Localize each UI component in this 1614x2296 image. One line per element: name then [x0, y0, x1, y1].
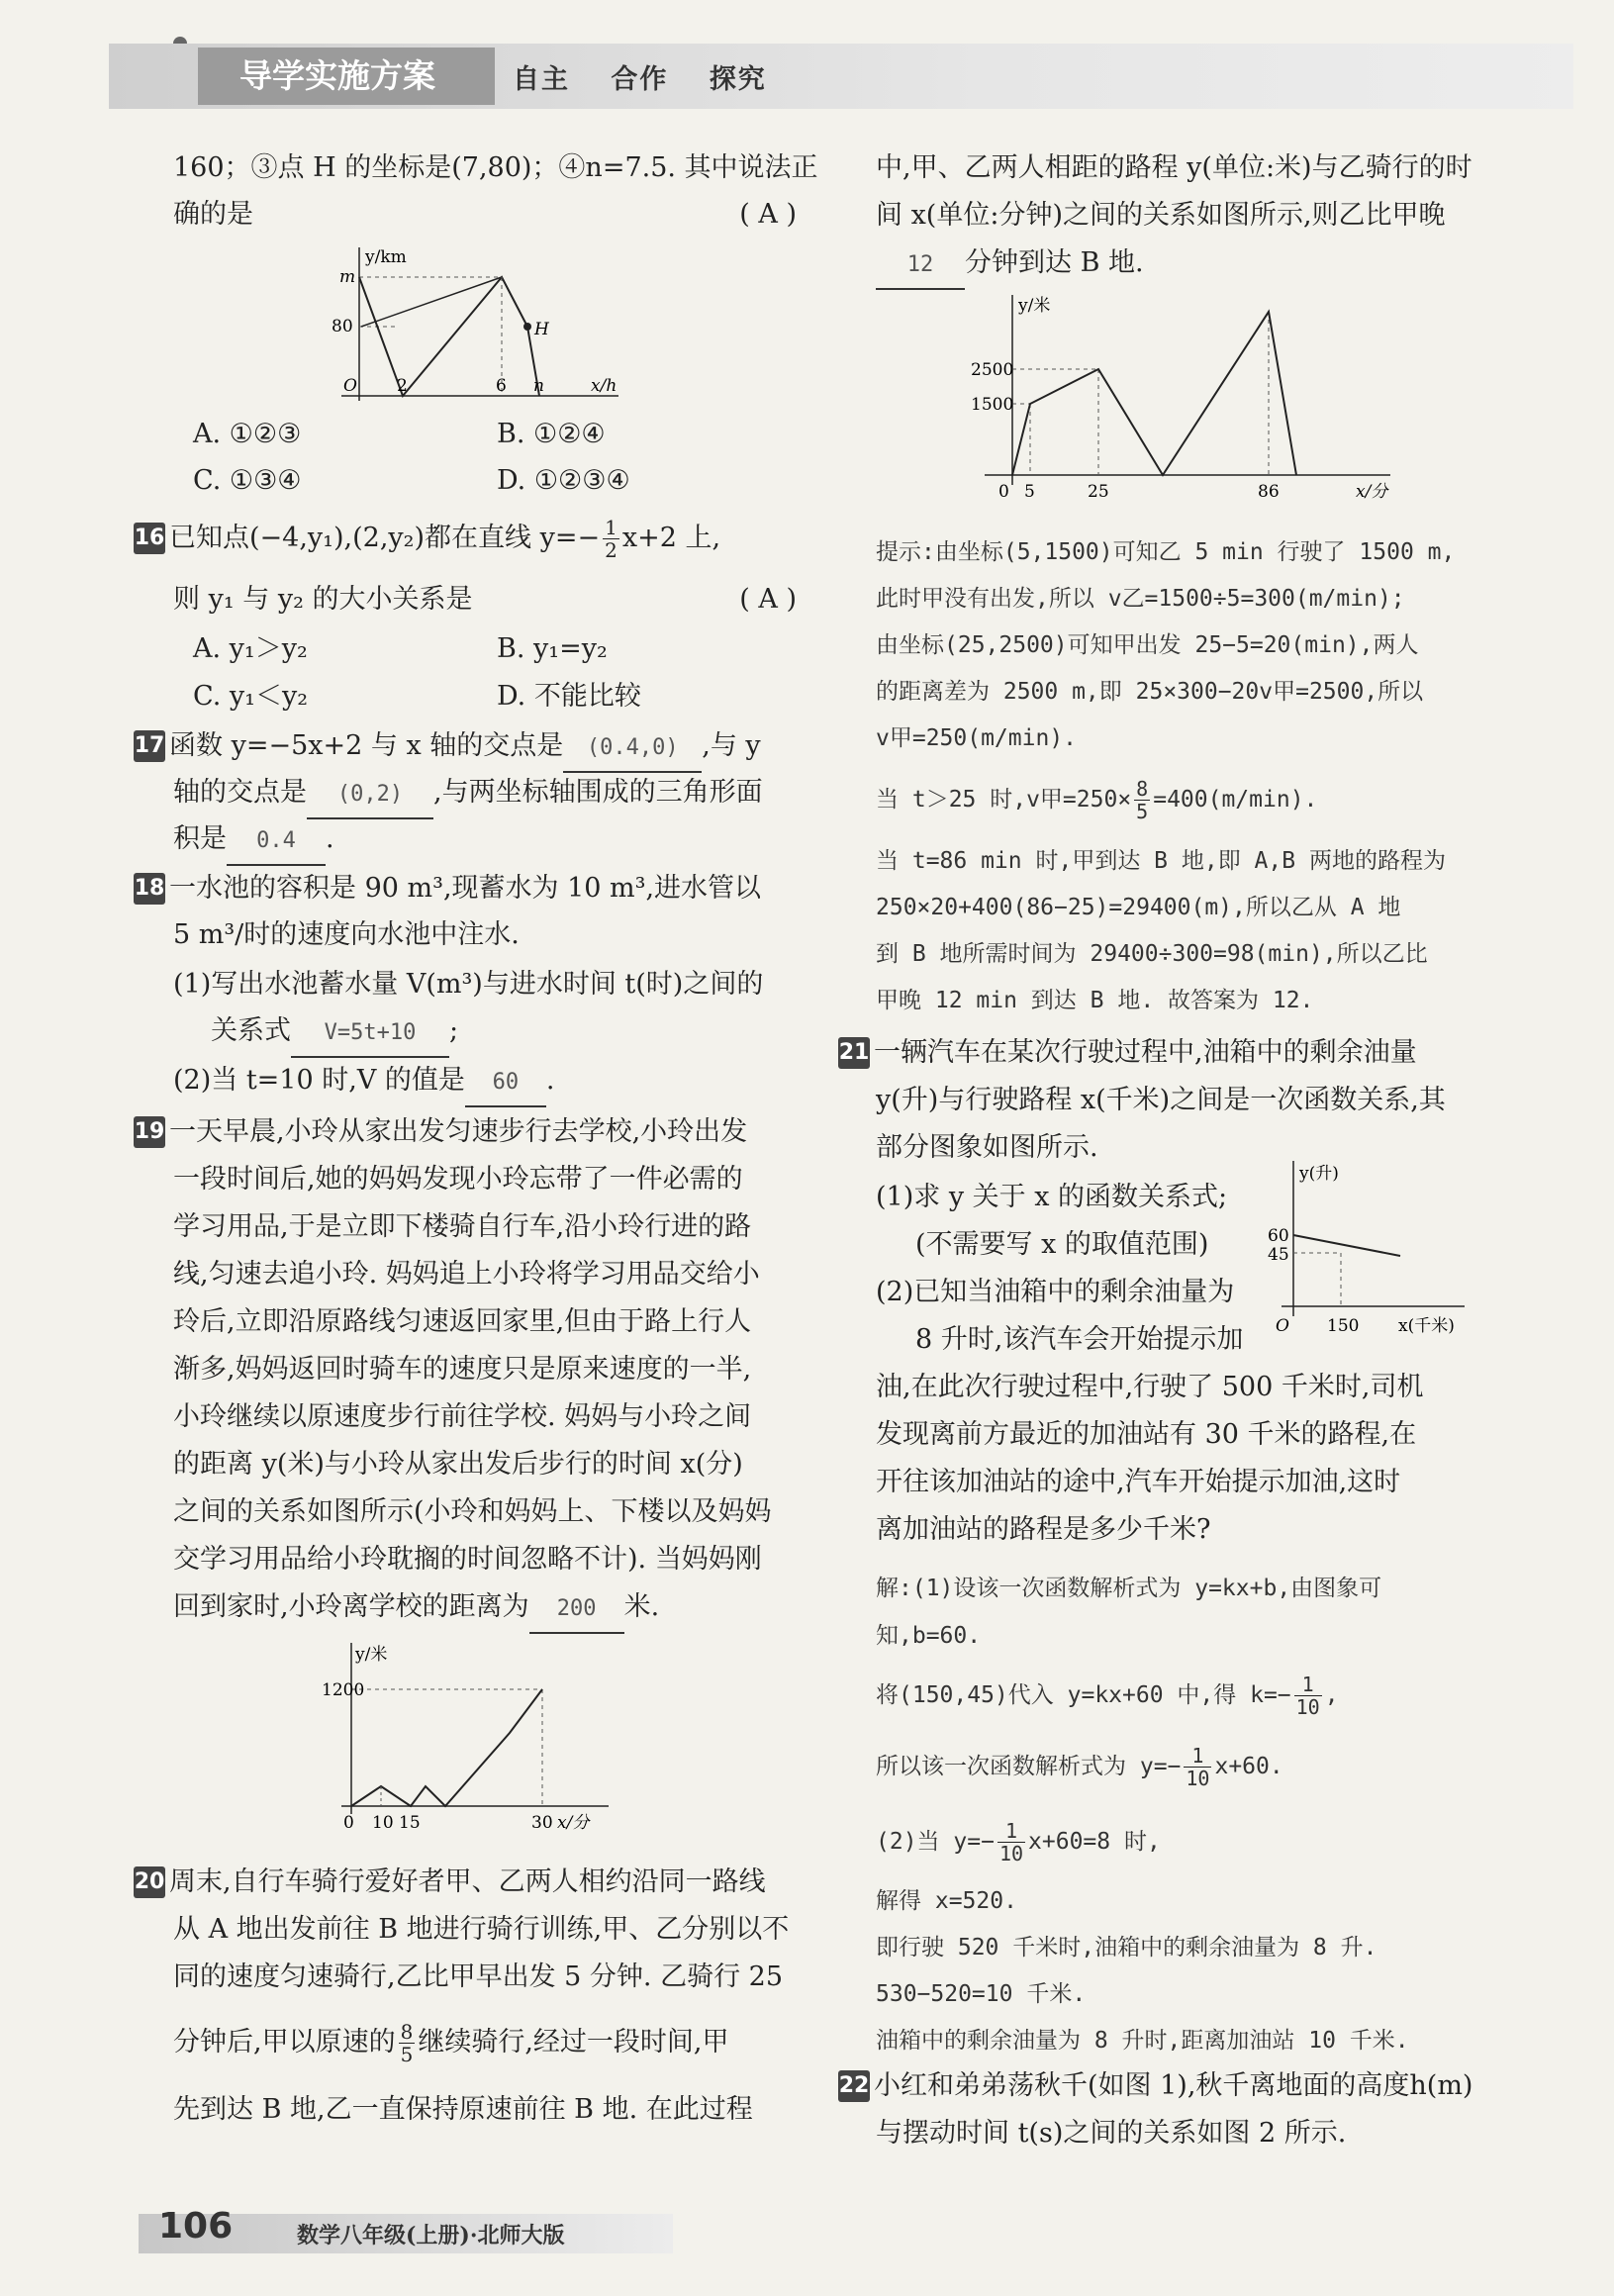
q21-line5: 发现离前方最近的加油站有 30 千米的路程,在	[876, 1419, 1417, 1450]
sol-text-5: (2)当 y=−	[876, 1829, 995, 1855]
hint-line3: 由坐标(25,2500)可知甲出发 25−5=20(min),两人	[876, 632, 1419, 658]
sol-line5	[876, 1819, 1161, 1866]
q19-text-last: 回到家时,小玲离学校的距离为	[173, 1591, 529, 1622]
q17-blank-3[interactable]: 0.4	[227, 817, 326, 866]
q16-line1	[134, 515, 720, 561]
q16-line2	[173, 576, 797, 622]
hint-line1: 提示:由坐标(5,1500)可知乙 5 min 行驶了 1500 m,	[876, 539, 1456, 565]
q16-prompt: 则 y₁ 与 y₂ 的大小关系是	[173, 584, 473, 615]
q20-text-1: 周末,自行车骑行爱好者甲、乙两人相约沿同一路线	[169, 1866, 766, 1897]
q20-curve	[1012, 312, 1296, 475]
q18-text-4-post: ;	[449, 1015, 459, 1046]
q21-ylabel: y(升)	[1299, 1164, 1339, 1184]
q15-line2	[173, 191, 797, 238]
q21-text-1: 一辆汽车在某次行驶过程中,油箱中的剩余油量	[874, 1037, 1417, 1068]
q19-line11	[173, 1583, 659, 1634]
q19-curve	[351, 1689, 542, 1806]
sol-line9: 油箱中的剩余油量为 8 升时,距离加油站 10 千米.	[876, 2028, 1409, 2054]
hint-line2: 此时甲没有出发,所以 v乙=1500÷5=300(m/min);	[876, 586, 1405, 612]
q19-line3: 学习用品,于是立即下楼骑自行车,沿小玲行进的路	[173, 1211, 752, 1242]
q15-point-h	[523, 323, 531, 331]
hint-line6	[876, 777, 1317, 823]
q19-line9: 之间的关系如图所示(小玲和妈妈上、下楼以及妈妈	[173, 1496, 772, 1527]
q19-line7: 小玲继续以原速度步行前往学校. 妈妈与小玲之间	[173, 1401, 752, 1432]
q18-text-5-post: .	[545, 1065, 555, 1096]
q16-text-post: x+2 上,	[621, 523, 721, 553]
q19-line10: 交学习用品给小玲耽搁的时间忽略不计). 当妈妈刚	[173, 1544, 762, 1575]
q21-x150-label: 150	[1327, 1316, 1360, 1336]
sol-line3	[876, 1673, 1339, 1719]
q15-option-d: D. ①②③④	[497, 465, 630, 496]
q21-line3: 部分图象如图所示.	[876, 1132, 1098, 1163]
hint-text-6: 当 t＞25 时,v甲=250×	[876, 787, 1132, 813]
tag-explore: 探究	[709, 64, 767, 95]
q21-line4: 油,在此次行驶过程中,行驶了 500 千米时,司机	[876, 1372, 1424, 1402]
tag-cooperate: 合作	[611, 64, 669, 95]
q19-graph	[322, 1638, 618, 1836]
hint-line7: 当 t=86 min 时,甲到达 B 地,即 A,B 两地的路程为	[876, 848, 1446, 874]
q20-x86-label: 86	[1258, 482, 1280, 502]
q15-ylabel: y/km	[365, 247, 407, 267]
q19-x10-label: 10	[372, 1813, 394, 1833]
q19-line6: 渐多,妈妈返回时骑车的速度只是原来速度的一半,	[173, 1354, 752, 1385]
q17-line2	[173, 769, 763, 819]
hint-line10: 甲晚 12 min 到达 B 地. 故答案为 12.	[876, 988, 1314, 1013]
q19-xlabel: x/分	[557, 1813, 590, 1833]
q20-origin: 0	[998, 482, 1009, 502]
q20-text-4-post: 继续骑行,经过一段时间,甲	[418, 2027, 729, 2057]
page-header	[0, 0, 1614, 117]
header-title: 导学实施方案	[198, 48, 495, 105]
q15-xn-label: n	[533, 376, 544, 396]
hint-line4: 的距离差为 2500 m,即 25×300−20v甲=2500,所以	[876, 679, 1424, 705]
sol-line1: 解:(1)设该一次函数解析式为 y=kx+b,由图象可	[876, 1576, 1382, 1601]
q21-y45-label: 45	[1268, 1245, 1289, 1265]
q18-line2: 5 m³/时的速度向水池中注水.	[173, 919, 520, 950]
q16-text-pre: 已知点(−4,y₁),(2,y₂)都在直线 y=−	[169, 523, 601, 553]
q18-line4	[211, 1007, 458, 1058]
q18-text-1: 一水池的容积是 90 m³,现蓄水为 10 m³,进水管以	[169, 873, 762, 904]
q15-h-label: H	[534, 320, 549, 339]
q16-answer: ( A )	[739, 584, 797, 615]
q19-number: 19	[134, 1116, 165, 1148]
q16-option-d: D. 不能比较	[497, 681, 641, 712]
q18-line3: (1)写出水池蓄水量 V(m³)与进水时间 t(时)之间的	[173, 969, 764, 1000]
q22-line1	[838, 2062, 1472, 2109]
q21-graph	[1268, 1153, 1489, 1351]
q20-text-8: 分钟到达 B 地.	[965, 247, 1144, 278]
q19-line8: 的距离 y(米)与小玲从家出发后步行的时间 x(分)	[173, 1449, 743, 1480]
hint-text-6-post: =400(m/min).	[1153, 787, 1318, 813]
q19-text-last-post: 米.	[623, 1591, 660, 1622]
book-title: 数学八年级(上册)·北师大版	[297, 2223, 565, 2248]
q22-line2: 与摆动时间 t(s)之间的关系如图 2 所示.	[876, 2118, 1347, 2149]
q19-line4: 线,匀速去追小玲. 妈妈追上小玲将学习用品交给小	[173, 1259, 760, 1290]
q20-x5-label: 5	[1024, 482, 1035, 502]
q15-xlabel: x/h	[591, 376, 617, 396]
q17-text-3-post: .	[326, 823, 334, 854]
q19-line1	[134, 1108, 747, 1155]
sol-fraction-5: $\frac{1}{10}$	[998, 1819, 1024, 1866]
q16-option-b: B. y₁=y₂	[497, 633, 608, 664]
sol-line6: 解得 x=520.	[876, 1888, 1017, 1914]
q20-line8	[876, 239, 1144, 290]
q20-x25-label: 25	[1088, 482, 1109, 502]
q21-line2: y(升)与行驶路程 x(千米)之间是一次函数关系,其	[876, 1085, 1446, 1115]
q18-text-4: 关系式	[211, 1015, 291, 1046]
q20-graph	[971, 287, 1410, 515]
q17-text-2: 轴的交点是	[173, 777, 307, 808]
q20-line7: 间 x(单位:分钟)之间的关系如图所示,则乙比甲晚	[876, 200, 1446, 231]
q17-text: 函数 y=−5x+2 与 x 轴的交点是	[169, 730, 564, 761]
q20-ylabel: y/米	[1018, 296, 1051, 316]
q18-line1	[134, 865, 761, 911]
q15-m-label: m	[339, 267, 356, 287]
q15-graph	[332, 242, 628, 406]
q20-line6: 中,甲、乙两人相距的路程 y(单位:米)与乙骑行的时	[876, 152, 1472, 183]
sol-fraction-4: $\frac{1}{10}$	[1186, 1744, 1210, 1790]
hint-line9: 到 B 地所需时间为 29400÷300=98(min),所以乙比	[876, 941, 1428, 967]
q15-x6-label: 6	[496, 376, 507, 396]
q17-blank-1[interactable]: (0.4,0)	[563, 724, 702, 773]
q20-number: 20	[134, 1866, 165, 1898]
q17-line1	[134, 722, 761, 773]
q21-sub-line2: (不需要写 x 的取值范围)	[915, 1229, 1209, 1260]
q21-sub-line1: (1)求 y 关于 x 的函数关系式;	[876, 1182, 1228, 1212]
q20-y1500-label: 1500	[971, 395, 1014, 415]
q19-ylabel: y/米	[355, 1645, 388, 1665]
q18-text-5: (2)当 t=10 时,V 的值是	[173, 1065, 465, 1096]
q20-line3: 同的速度匀速骑行,乙比甲早出发 5 分钟. 乙骑行 25	[173, 1961, 784, 1992]
tag-self: 自主	[513, 64, 570, 95]
q17-text-3: 积是	[173, 823, 227, 854]
q19-x15-label: 15	[399, 1813, 421, 1833]
q15-answer: ( A )	[739, 199, 797, 230]
q21-y60-label: 60	[1268, 1226, 1289, 1246]
q15-option-a: A. ①②③	[193, 419, 302, 449]
q17-text-2-post: ,与两坐标轴围成的三角形面	[433, 777, 763, 808]
q17-line3	[173, 815, 334, 866]
q21-sub-line3: (2)已知当油箱中的剩余油量为	[876, 1277, 1235, 1307]
q19-blank[interactable]: 200	[529, 1585, 624, 1634]
q20-xlabel: x/分	[1356, 482, 1388, 502]
header-tags	[513, 57, 797, 96]
q21-sub-line4: 8 升时,该汽车会开始提示加	[915, 1324, 1244, 1355]
sol-line7: 即行驶 520 千米时,油箱中的剩余油量为 8 升.	[876, 1935, 1377, 1961]
q18-line5	[173, 1057, 555, 1107]
q21-line6: 开往该加油站的途中,汽车开始提示加油,这时	[876, 1467, 1401, 1497]
q16-number: 16	[134, 523, 165, 554]
q15-y80-label: 80	[332, 317, 353, 336]
sol-line2: 知,b=60.	[876, 1623, 982, 1649]
q20-blank[interactable]: 12	[876, 241, 965, 290]
sol-line8: 530−520=10 千米.	[876, 1981, 1087, 2007]
hint-line5: v甲=250(m/min).	[876, 725, 1078, 751]
q15-origin: O	[343, 376, 357, 396]
sol-text-3-post: ,	[1324, 1682, 1339, 1708]
q20-fraction: $\frac{8}{5}$	[400, 2020, 414, 2066]
q16-fraction: $\frac{1}{2}$	[605, 516, 617, 562]
q15-option-c: C. ①③④	[193, 465, 302, 496]
q20-line1	[134, 1859, 766, 1905]
sol-text-5-post: x+60=8 时,	[1028, 1829, 1161, 1855]
q19-line5: 玲后,立即沿原路线匀速返回家里,但由于路上行人	[173, 1306, 752, 1337]
hint-line8: 250×20+400(86−25)=29400(m),所以乙从 A 地	[876, 895, 1401, 920]
q20-text-4: 分钟后,甲以原速的	[173, 2027, 396, 2057]
q19-x30-label: 30	[531, 1813, 553, 1833]
q21-xlabel: x(千米)	[1398, 1316, 1455, 1336]
hint-fraction: $\frac{8}{5}$	[1136, 777, 1149, 823]
q15-prompt: 确的是	[173, 199, 253, 230]
q20-y2500-label: 2500	[971, 360, 1014, 380]
q22-number: 22	[838, 2070, 870, 2102]
q21-number: 21	[838, 1037, 870, 1069]
q22-text-1: 小红和弟弟荡秋千(如图 1),秋千离地面的高度h(m)	[874, 2070, 1473, 2101]
q19-y1200-label: 1200	[322, 1680, 365, 1700]
sol-fraction-3: $\frac{1}{10}$	[1295, 1673, 1320, 1719]
q18-blank-2[interactable]: 60	[465, 1059, 546, 1107]
q17-number: 17	[134, 730, 165, 762]
q19-line2: 一段时间后,她的妈妈发现小玲忘带了一件必需的	[173, 1164, 743, 1195]
q17-blank-2[interactable]: (0,2)	[307, 771, 433, 819]
q21-line7: 离加油站的路程是多少千米?	[876, 1514, 1211, 1545]
q19-origin: 0	[343, 1813, 354, 1833]
q21-line1	[838, 1029, 1417, 1076]
sol-text-3: 将(150,45)代入 y=kx+60 中,得 k=−	[876, 1682, 1291, 1708]
q15-line1: 160；③点 H 的坐标是(7,80)；④n=7.5. 其中说法正	[173, 152, 818, 183]
q18-number: 18	[134, 873, 165, 905]
sol-line4	[876, 1744, 1283, 1790]
sol-text-4: 所以该一次函数解析式为 y=−	[876, 1754, 1182, 1779]
q20-line5: 先到达 B 地,乙一直保持原速前往 B 地. 在此过程	[173, 2094, 753, 2125]
page-footer	[0, 2192, 1614, 2271]
q21-origin: O	[1276, 1316, 1289, 1336]
page-number: 106	[158, 2206, 234, 2247]
q16-option-c: C. y₁＜y₂	[193, 681, 309, 712]
q18-blank-1[interactable]: V=5t+10	[291, 1009, 449, 1058]
q20-line2: 从 A 地出发前往 B 地进行骑行训练,甲、乙分别以不	[173, 1914, 790, 1945]
q20-line4	[173, 2019, 729, 2065]
q19-text-1: 一天早晨,小玲从家出发匀速步行去学校,小玲出发	[169, 1116, 748, 1147]
q15-option-b: B. ①②④	[497, 419, 606, 449]
sol-text-4-post: x+60.	[1214, 1754, 1283, 1779]
q17-text-post: ,与 y	[702, 730, 761, 761]
q15-x2-label: 2	[397, 376, 408, 396]
q16-option-a: A. y₁＞y₂	[193, 633, 308, 664]
